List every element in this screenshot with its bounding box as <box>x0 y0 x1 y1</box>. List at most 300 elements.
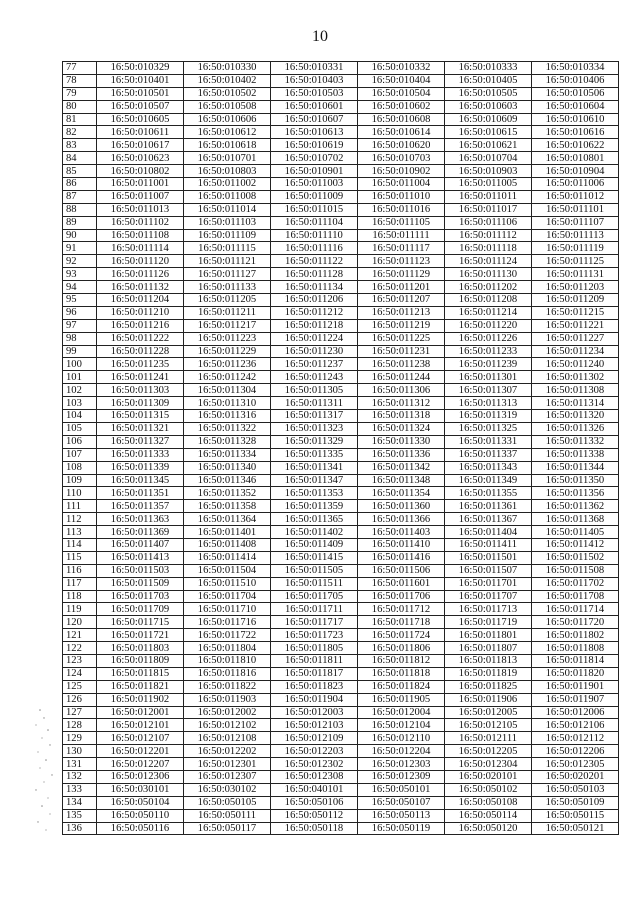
cadastral-code-cell: 16:50:011007 <box>97 190 184 203</box>
cadastral-code-cell: 16:50:011119 <box>532 242 619 255</box>
row-number: 98 <box>63 332 97 345</box>
cadastral-code-cell: 16:50:011353 <box>271 487 358 500</box>
cadastral-code-cell: 16:50:011123 <box>358 255 445 268</box>
cadastral-code-cell: 16:50:011112 <box>445 229 532 242</box>
cadastral-code-cell: 16:50:010602 <box>358 100 445 113</box>
cadastral-code-cell: 16:50:011218 <box>271 319 358 332</box>
cadastral-code-cell: 16:50:011715 <box>97 616 184 629</box>
row-number: 125 <box>63 680 97 693</box>
cadastral-code-cell: 16:50:010620 <box>358 139 445 152</box>
cadastral-code-cell: 16:50:011338 <box>532 448 619 461</box>
cadastral-code-cell: 16:50:011369 <box>97 526 184 539</box>
cadastral-code-cell: 16:50:050116 <box>97 822 184 835</box>
table-row <box>63 74 619 87</box>
cadastral-code-cell: 16:50:011810 <box>184 654 271 667</box>
cadastral-code-cell: 16:50:011416 <box>358 551 445 564</box>
cadastral-code-cell: 16:50:011233 <box>445 345 532 358</box>
cadastral-code-cell: 16:50:011724 <box>358 629 445 642</box>
cadastral-code-cell: 16:50:011407 <box>97 538 184 551</box>
cadastral-code-cell: 16:50:011815 <box>97 667 184 680</box>
table-row <box>63 281 619 294</box>
table-row <box>63 461 619 474</box>
cadastral-code-cell: 16:50:011222 <box>97 332 184 345</box>
cadastral-code-cell: 16:50:011342 <box>358 461 445 474</box>
cadastral-code-cell: 16:50:010623 <box>97 152 184 165</box>
cadastral-code-cell: 16:50:011211 <box>184 306 271 319</box>
cadastral-code-cell: 16:50:011362 <box>532 500 619 513</box>
cadastral-code-cell: 16:50:050107 <box>358 796 445 809</box>
row-number: 111 <box>63 500 97 513</box>
table-row <box>63 693 619 706</box>
row-number: 79 <box>63 87 97 100</box>
cadastral-code-cell: 16:50:011118 <box>445 242 532 255</box>
cadastral-code-cell: 16:50:012003 <box>271 706 358 719</box>
cadastral-code-cell: 16:50:011213 <box>358 306 445 319</box>
table-row <box>63 758 619 771</box>
cadastral-code-cell: 16:50:011006 <box>532 178 619 191</box>
table-row <box>63 642 619 655</box>
row-number: 108 <box>63 461 97 474</box>
cadastral-code-cell: 16:50:011708 <box>532 590 619 603</box>
cadastral-code-cell: 16:50:010329 <box>97 62 184 75</box>
cadastral-code-cell: 16:50:010404 <box>358 74 445 87</box>
cadastral-code-cell: 16:50:011105 <box>358 216 445 229</box>
cadastral-code-cell: 16:50:011016 <box>358 203 445 216</box>
cadastral-code-cell: 16:50:010406 <box>532 74 619 87</box>
cadastral-code-cell: 16:50:011822 <box>184 680 271 693</box>
cadastral-code-cell: 16:50:011905 <box>358 693 445 706</box>
table-row <box>63 538 619 551</box>
cadastral-code-cell: 16:50:011313 <box>445 397 532 410</box>
cadastral-code-cell: 16:50:011311 <box>271 397 358 410</box>
row-number: 124 <box>63 667 97 680</box>
cadastral-code-cell: 16:50:011130 <box>445 268 532 281</box>
row-number: 119 <box>63 603 97 616</box>
cadastral-code-cell: 16:50:010618 <box>184 139 271 152</box>
cadastral-code-cell: 16:50:011210 <box>97 306 184 319</box>
cadastral-code-cell: 16:50:011102 <box>97 216 184 229</box>
cadastral-code-cell: 16:50:012204 <box>358 745 445 758</box>
cadastral-code-cell: 16:50:011328 <box>184 435 271 448</box>
row-number: 92 <box>63 255 97 268</box>
cadastral-code-cell: 16:50:011816 <box>184 667 271 680</box>
cadastral-code-cell: 16:50:011002 <box>184 178 271 191</box>
cadastral-code-cell: 16:50:011225 <box>358 332 445 345</box>
cadastral-code-cell: 16:50:012104 <box>358 719 445 732</box>
cadastral-code-cell: 16:50:010619 <box>271 139 358 152</box>
cadastral-code-cell: 16:50:050106 <box>271 796 358 809</box>
cadastral-code-cell: 16:50:011820 <box>532 667 619 680</box>
cadastral-code-cell: 16:50:011501 <box>445 551 532 564</box>
cadastral-code-cell: 16:50:010505 <box>445 87 532 100</box>
cadastral-code-cell: 16:50:011366 <box>358 513 445 526</box>
cadastral-code-cell: 16:50:011906 <box>445 693 532 706</box>
cadastral-code-cell: 16:50:050110 <box>97 809 184 822</box>
cadastral-code-cell: 16:50:010903 <box>445 165 532 178</box>
cadastral-code-cell: 16:50:050121 <box>532 822 619 835</box>
cadastral-code-cell: 16:50:010610 <box>532 113 619 126</box>
row-number: 121 <box>63 629 97 642</box>
cadastral-code-cell: 16:50:012303 <box>358 758 445 771</box>
cadastral-code-cell: 16:50:011208 <box>445 294 532 307</box>
cadastral-code-cell: 16:50:011807 <box>445 642 532 655</box>
cadastral-code-cell: 16:50:010501 <box>97 87 184 100</box>
row-number: 112 <box>63 513 97 526</box>
cadastral-code-cell: 16:50:011324 <box>358 422 445 435</box>
cadastral-code-cell: 16:50:011227 <box>532 332 619 345</box>
table-row <box>63 590 619 603</box>
cadastral-code-cell: 16:50:011330 <box>358 435 445 448</box>
cadastral-code-cell: 16:50:010701 <box>184 152 271 165</box>
cadastral-code-cell: 16:50:011235 <box>97 358 184 371</box>
cadastral-code-cell: 16:50:011113 <box>532 229 619 242</box>
table-row <box>63 796 619 809</box>
cadastral-code-cell: 16:50:011234 <box>532 345 619 358</box>
table-row <box>63 667 619 680</box>
row-number: 110 <box>63 487 97 500</box>
row-number: 104 <box>63 410 97 423</box>
cadastral-code-cell: 16:50:011347 <box>271 474 358 487</box>
cadastral-code-cell: 16:50:011811 <box>271 654 358 667</box>
cadastral-code-cell: 16:50:011111 <box>358 229 445 242</box>
cadastral-code-cell: 16:50:011803 <box>97 642 184 655</box>
cadastral-code-cell: 16:50:011224 <box>271 332 358 345</box>
cadastral-code-cell: 16:50:011302 <box>532 371 619 384</box>
row-number: 131 <box>63 758 97 771</box>
cadastral-code-cell: 16:50:011358 <box>184 500 271 513</box>
cadastral-code-cell: 16:50:011354 <box>358 487 445 500</box>
cadastral-code-cell: 16:50:011601 <box>358 577 445 590</box>
cadastral-code-cell: 16:50:011904 <box>271 693 358 706</box>
cadastral-code-cell: 16:50:011722 <box>184 629 271 642</box>
table-row <box>63 513 619 526</box>
cadastral-code-cell: 16:50:011109 <box>184 229 271 242</box>
table-row <box>63 526 619 539</box>
cadastral-code-cell: 16:50:050109 <box>532 796 619 809</box>
cadastral-code-cell: 16:50:011713 <box>445 603 532 616</box>
cadastral-code-cell: 16:50:012306 <box>97 770 184 783</box>
cadastral-code-cell: 16:50:011001 <box>97 178 184 191</box>
row-number: 132 <box>63 770 97 783</box>
row-number: 99 <box>63 345 97 358</box>
cadastral-code-cell: 16:50:011704 <box>184 590 271 603</box>
row-number: 77 <box>63 62 97 75</box>
cadastral-code-cell: 16:50:010330 <box>184 62 271 75</box>
cadastral-code-cell: 16:50:010902 <box>358 165 445 178</box>
cadastral-code-cell: 16:50:010508 <box>184 100 271 113</box>
cadastral-code-cell: 16:50:011314 <box>532 397 619 410</box>
cadastral-code-cell: 16:50:011220 <box>445 319 532 332</box>
table-row <box>63 384 619 397</box>
row-number: 81 <box>63 113 97 126</box>
row-number: 107 <box>63 448 97 461</box>
row-number: 83 <box>63 139 97 152</box>
cadastral-code-cell: 16:50:011013 <box>97 203 184 216</box>
cadastral-code-cell: 16:50:010334 <box>532 62 619 75</box>
row-number: 117 <box>63 577 97 590</box>
cadastral-code-cell: 16:50:050108 <box>445 796 532 809</box>
row-number: 90 <box>63 229 97 242</box>
cadastral-code-cell: 16:50:050104 <box>97 796 184 809</box>
cadastral-code-cell: 16:50:011306 <box>358 384 445 397</box>
cadastral-code-cell: 16:50:010622 <box>532 139 619 152</box>
cadastral-code-cell: 16:50:011240 <box>532 358 619 371</box>
table-row <box>63 178 619 191</box>
row-number: 135 <box>63 809 97 822</box>
cadastral-code-cell: 16:50:040101 <box>271 783 358 796</box>
cadastral-code-cell: 16:50:011813 <box>445 654 532 667</box>
cadastral-code-cell: 16:50:011819 <box>445 667 532 680</box>
cadastral-code-cell: 16:50:010904 <box>532 165 619 178</box>
row-number: 103 <box>63 397 97 410</box>
cadastral-code-cell: 16:50:011223 <box>184 332 271 345</box>
row-number: 88 <box>63 203 97 216</box>
cadastral-code-cell: 16:50:011125 <box>532 255 619 268</box>
cadastral-code-cell: 16:50:011003 <box>271 178 358 191</box>
row-number: 96 <box>63 306 97 319</box>
cadastral-code-cell: 16:50:011711 <box>271 603 358 616</box>
cadastral-code-cell: 16:50:012004 <box>358 706 445 719</box>
cadastral-code-cell: 16:50:050118 <box>271 822 358 835</box>
cadastral-code-cell: 16:50:010402 <box>184 74 271 87</box>
cadastral-code-cell: 16:50:011009 <box>271 190 358 203</box>
cadastral-code-cell: 16:50:010803 <box>184 165 271 178</box>
row-number: 100 <box>63 358 97 371</box>
cadastral-code-cell: 16:50:011010 <box>358 190 445 203</box>
row-number: 109 <box>63 474 97 487</box>
cadastral-code-cell: 16:50:012107 <box>97 732 184 745</box>
row-number: 101 <box>63 371 97 384</box>
cadastral-code-cell: 16:50:011401 <box>184 526 271 539</box>
row-number: 122 <box>63 642 97 655</box>
cadastral-code-cell: 16:50:011506 <box>358 564 445 577</box>
table-row <box>63 629 619 642</box>
cadastral-code-cell: 16:50:011507 <box>445 564 532 577</box>
cadastral-code-cell: 16:50:011127 <box>184 268 271 281</box>
cadastral-code-cell: 16:50:011316 <box>184 410 271 423</box>
table-row <box>63 113 619 126</box>
cadastral-code-cell: 16:50:011901 <box>532 680 619 693</box>
cadastral-code-cell: 16:50:011329 <box>271 435 358 448</box>
cadastral-code-cell: 16:50:012109 <box>271 732 358 745</box>
cadastral-code-cell: 16:50:012201 <box>97 745 184 758</box>
cadastral-code-cell: 16:50:011363 <box>97 513 184 526</box>
cadastral-code-cell: 16:50:050114 <box>445 809 532 822</box>
cadastral-code-cell: 16:50:010405 <box>445 74 532 87</box>
cadastral-code-cell: 16:50:012307 <box>184 770 271 783</box>
cadastral-code-cell: 16:50:011402 <box>271 526 358 539</box>
cadastral-code-cell: 16:50:011352 <box>184 487 271 500</box>
cadastral-code-cell: 16:50:011710 <box>184 603 271 616</box>
table-row <box>63 783 619 796</box>
row-number: 105 <box>63 422 97 435</box>
cadastral-code-cell: 16:50:011320 <box>532 410 619 423</box>
cadastral-code-cell: 16:50:011121 <box>184 255 271 268</box>
row-number: 95 <box>63 294 97 307</box>
cadastral-code-cell: 16:50:011310 <box>184 397 271 410</box>
cadastral-code-cell: 16:50:010616 <box>532 126 619 139</box>
table-row <box>63 358 619 371</box>
cadastral-code-cell: 16:50:010702 <box>271 152 358 165</box>
cadastral-code-cell: 16:50:011334 <box>184 448 271 461</box>
cadastral-code-cell: 16:50:010613 <box>271 126 358 139</box>
cadastral-code-cell: 16:50:010802 <box>97 165 184 178</box>
table-row <box>63 474 619 487</box>
cadastral-code-cell: 16:50:010614 <box>358 126 445 139</box>
row-number: 89 <box>63 216 97 229</box>
cadastral-code-cell: 16:50:011903 <box>184 693 271 706</box>
cadastral-code-cell: 16:50:011318 <box>358 410 445 423</box>
cadastral-code-cell: 16:50:010901 <box>271 165 358 178</box>
table-row <box>63 190 619 203</box>
cadastral-code-cell: 16:50:011504 <box>184 564 271 577</box>
cadastral-code-cell: 16:50:011133 <box>184 281 271 294</box>
cadastral-code-cell: 16:50:011326 <box>532 422 619 435</box>
cadastral-code-cell: 16:50:011702 <box>532 577 619 590</box>
cadastral-codes-table <box>62 61 619 835</box>
cadastral-code-cell: 16:50:010607 <box>271 113 358 126</box>
table-row <box>63 551 619 564</box>
cadastral-code-cell: 16:50:050113 <box>358 809 445 822</box>
cadastral-code-cell: 16:50:011814 <box>532 654 619 667</box>
cadastral-code-cell: 16:50:011510 <box>184 577 271 590</box>
cadastral-code-cell: 16:50:011907 <box>532 693 619 706</box>
cadastral-code-cell: 16:50:050102 <box>445 783 532 796</box>
table-row <box>63 371 619 384</box>
cadastral-code-cell: 16:50:012302 <box>271 758 358 771</box>
cadastral-code-cell: 16:50:011720 <box>532 616 619 629</box>
cadastral-code-cell: 16:50:012111 <box>445 732 532 745</box>
cadastral-code-cell: 16:50:050117 <box>184 822 271 835</box>
cadastral-code-cell: 16:50:011348 <box>358 474 445 487</box>
cadastral-code-cell: 16:50:012207 <box>97 758 184 771</box>
table-row <box>63 165 619 178</box>
cadastral-code-cell: 16:50:011367 <box>445 513 532 526</box>
cadastral-code-cell: 16:50:012103 <box>271 719 358 732</box>
cadastral-code-cell: 16:50:011215 <box>532 306 619 319</box>
cadastral-code-cell: 16:50:011706 <box>358 590 445 603</box>
cadastral-code-cell: 16:50:012005 <box>445 706 532 719</box>
table-row <box>63 410 619 423</box>
table-row <box>63 732 619 745</box>
cadastral-code-cell: 16:50:011357 <box>97 500 184 513</box>
cadastral-code-cell: 16:50:011005 <box>445 178 532 191</box>
cadastral-code-cell: 16:50:011304 <box>184 384 271 397</box>
cadastral-code-cell: 16:50:012112 <box>532 732 619 745</box>
cadastral-code-cell: 16:50:011239 <box>445 358 532 371</box>
table-row <box>63 719 619 732</box>
cadastral-code-cell: 16:50:011351 <box>97 487 184 500</box>
cadastral-code-cell: 16:50:011509 <box>97 577 184 590</box>
cadastral-code-cell: 16:50:010601 <box>271 100 358 113</box>
cadastral-code-cell: 16:50:012105 <box>445 719 532 732</box>
row-number: 130 <box>63 745 97 758</box>
cadastral-code-cell: 16:50:050111 <box>184 809 271 822</box>
row-number: 87 <box>63 190 97 203</box>
table-row <box>63 448 619 461</box>
cadastral-code-cell: 16:50:012206 <box>532 745 619 758</box>
cadastral-code-cell: 16:50:011817 <box>271 667 358 680</box>
cadastral-code-cell: 16:50:010704 <box>445 152 532 165</box>
cadastral-code-cell: 16:50:010609 <box>445 113 532 126</box>
cadastral-code-cell: 16:50:011404 <box>445 526 532 539</box>
cadastral-code-cell: 16:50:011332 <box>532 435 619 448</box>
cadastral-code-cell: 16:50:011231 <box>358 345 445 358</box>
cadastral-code-cell: 16:50:030101 <box>97 783 184 796</box>
cadastral-code-cell: 16:50:011703 <box>97 590 184 603</box>
cadastral-code-cell: 16:50:010502 <box>184 87 271 100</box>
cadastral-code-cell: 16:50:010603 <box>445 100 532 113</box>
cadastral-code-cell: 16:50:011103 <box>184 216 271 229</box>
cadastral-code-cell: 16:50:011120 <box>97 255 184 268</box>
row-number: 120 <box>63 616 97 629</box>
cadastral-code-cell: 16:50:011825 <box>445 680 532 693</box>
cadastral-code-cell: 16:50:010703 <box>358 152 445 165</box>
cadastral-code-cell: 16:50:011012 <box>532 190 619 203</box>
cadastral-code-cell: 16:50:010331 <box>271 62 358 75</box>
cadastral-code-cell: 16:50:011104 <box>271 216 358 229</box>
row-number: 126 <box>63 693 97 706</box>
cadastral-code-cell: 16:50:050101 <box>358 783 445 796</box>
cadastral-code-cell: 16:50:011902 <box>97 693 184 706</box>
cadastral-code-cell: 16:50:010503 <box>271 87 358 100</box>
cadastral-code-cell: 16:50:010611 <box>97 126 184 139</box>
row-number: 129 <box>63 732 97 745</box>
cadastral-code-cell: 16:50:011812 <box>358 654 445 667</box>
cadastral-code-cell: 16:50:010621 <box>445 139 532 152</box>
cadastral-code-cell: 16:50:010608 <box>358 113 445 126</box>
row-number: 94 <box>63 281 97 294</box>
cadastral-code-cell: 16:50:011707 <box>445 590 532 603</box>
table-row <box>63 770 619 783</box>
cadastral-code-cell: 16:50:011502 <box>532 551 619 564</box>
table-body <box>63 62 619 835</box>
cadastral-code-cell: 16:50:011408 <box>184 538 271 551</box>
row-number: 102 <box>63 384 97 397</box>
table-row <box>63 577 619 590</box>
row-number: 115 <box>63 551 97 564</box>
cadastral-code-cell: 16:50:011359 <box>271 500 358 513</box>
row-number: 127 <box>63 706 97 719</box>
cadastral-code-cell: 16:50:011325 <box>445 422 532 435</box>
cadastral-code-cell: 16:50:010612 <box>184 126 271 139</box>
cadastral-code-cell: 16:50:011409 <box>271 538 358 551</box>
table-row <box>63 242 619 255</box>
cadastral-code-cell: 16:50:011212 <box>271 306 358 319</box>
table-row <box>63 62 619 75</box>
cadastral-code-cell: 16:50:011802 <box>532 629 619 642</box>
cadastral-code-cell: 16:50:011349 <box>445 474 532 487</box>
cadastral-code-cell: 16:50:011719 <box>445 616 532 629</box>
cadastral-code-cell: 16:50:011124 <box>445 255 532 268</box>
cadastral-code-cell: 16:50:010604 <box>532 100 619 113</box>
cadastral-code-cell: 16:50:011207 <box>358 294 445 307</box>
cadastral-code-cell: 16:50:012309 <box>358 770 445 783</box>
row-number: 91 <box>63 242 97 255</box>
cadastral-code-cell: 16:50:011717 <box>271 616 358 629</box>
row-number: 97 <box>63 319 97 332</box>
cadastral-code-cell: 16:50:011823 <box>271 680 358 693</box>
cadastral-code-cell: 16:50:011202 <box>445 281 532 294</box>
cadastral-code-cell: 16:50:011411 <box>445 538 532 551</box>
table-row <box>63 500 619 513</box>
cadastral-code-cell: 16:50:011712 <box>358 603 445 616</box>
cadastral-code-cell: 16:50:011701 <box>445 577 532 590</box>
table-row <box>63 319 619 332</box>
cadastral-code-cell: 16:50:011214 <box>445 306 532 319</box>
cadastral-code-cell: 16:50:050105 <box>184 796 271 809</box>
cadastral-code-cell: 16:50:011327 <box>97 435 184 448</box>
